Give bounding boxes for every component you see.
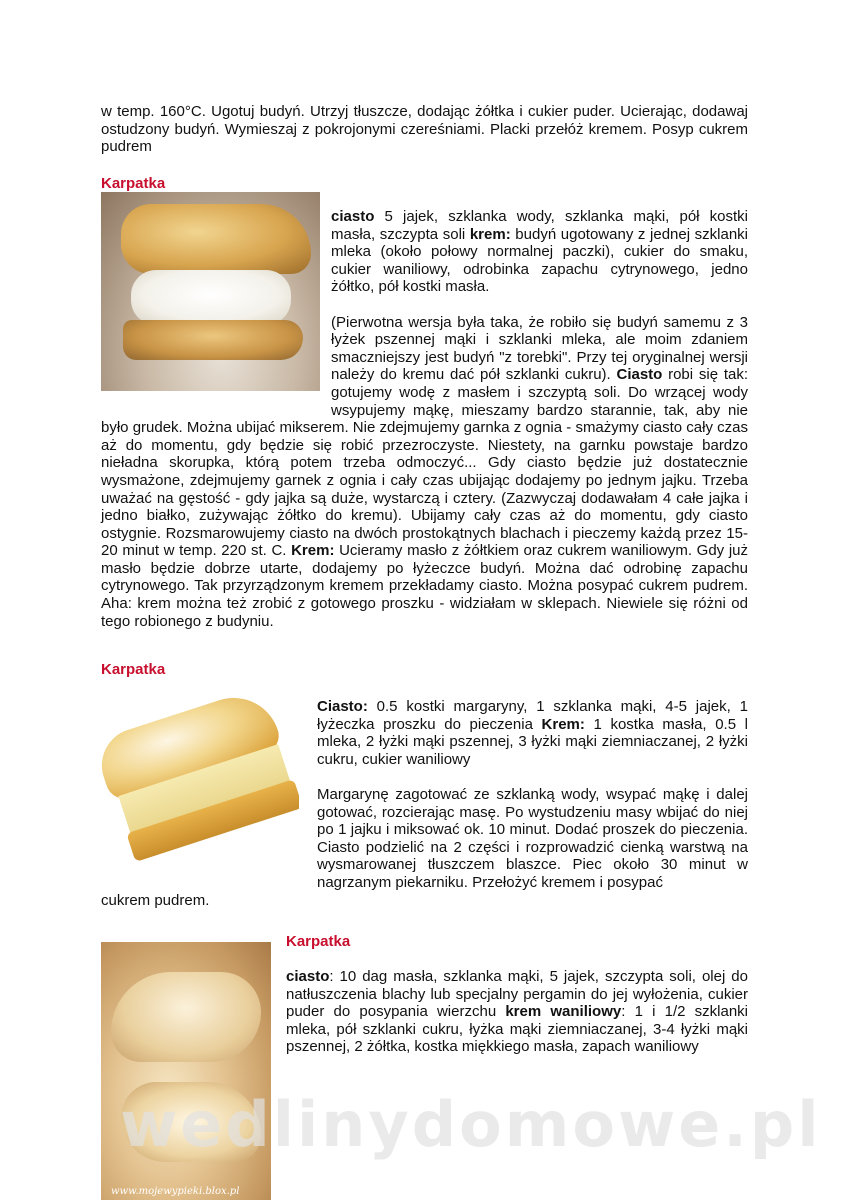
- recipe1-text: [101, 208, 748, 630]
- recipe2-ingredients: Ciasto: 0.5 kostki margaryny, 1 szklanka mąki, 4-5 jajek, 1 łyżeczka proszku do pieczenia Krem: 1 kostka masła, 0.5 l mleka, 2 łyżki mąki pszennej, 3 łyżki mąki ziemniaczanej, 2 łyżki cukru, cukier waniliowy: [317, 698, 748, 768]
- recipe2-method-tail: cukrem pudrem.: [101, 891, 210, 909]
- recipe1-title: Karpatka: [101, 175, 166, 192]
- photo-credit: www.mojewypieki.blox.pl: [111, 1186, 240, 1197]
- recipe2-text: [101, 698, 748, 909]
- recipe3-photo: [101, 942, 271, 1200]
- recipe3-ingredients: ciasto: 10 dag masła, szklanka mąki, 5 jajek, szczypta soli, olej do natłuszczenia blachy lub specjalny pergamin do jej wyłożenia, cukier puder do posypania wierzchu krem waniliowy: 1 i 1/2 szklanki mleka, pół szklanki cukru, łyżka mąki ziemniaczanej, 3-4 łyżki mąki pszennej, 2 żółtka, kostka miękkiego masła, zapach waniliowy: [286, 968, 748, 1056]
- site-watermark: wedlinydomowe.pl: [120, 1088, 822, 1161]
- intro-paragraph: w temp. 160°C. Ugotuj budyń. Utrzyj tłuszcze, dodając żółtka i cukier puder. Ucierając, dodawaj ostudzony budyń. Wymieszaj z pokrojonymi czereśniami. Placki przełóż kremem. Posyp cukrem pudrem: [101, 103, 748, 156]
- recipe2-method: Margarynę zagotować ze szklanką wody, wsypać mąkę i dalej gotować, rozcierając masę. Po wystudzeniu masy wbijać do niej po 1 jajku i miksować ok. 10 minut. Dodać proszek do pieczenia. Ciasto podzielić na 2 części i rozprowadzić cienką warstwą na wysmarowanej tłuszczem blaszce. Piec około 30 minut w nagrzanym piekarniku. Przełożyć kremem i posypać: [317, 785, 748, 891]
- pastry-fold-top: [111, 972, 261, 1062]
- recipe2-title: Karpatka: [101, 661, 166, 678]
- recipe3-title: Karpatka: [286, 933, 351, 950]
- recipe1-ingredients: ciasto 5 jajek, szklanka wody, szklanka mąki, pół kostki masła, szczypta soli krem: budyń ugotowany z jednej szklanki mleka (około połowy normalnej paczki), cukier do smaku, cukier waniliowy, odrobinka zapachu cytrynowego, jedno żółtko, pół kostki masła.: [331, 208, 748, 296]
- recipe1-method: (Pierwotna wersja była taka, że robiło się budyń samemu z 3 łyżek pszennej mąki i szklanki mleka, ale moim zdaniem smaczniejszy jest budyń "z torebki". Przy tej oryginalnej wersji należy do kremu dać pół szklanki cukru). Ciasto robi się tak: gotujemy wodę z masłem i szczyptą soli. Do wrzącej wody wsypujemy mąkę, mieszamy bardzo starannie, tak, aby nie było grudek. Można ubijać mikserem. Nie zdejmujemy garnka z ognia - smażymy ciasto cały czas aż do momentu, gdy będzie się robić przezroczyste. Niestety, na garnku powstaje bardzo nieładna skorupka, którą potem trzeba odmoczyć... Gdy ciasto będzie już dostatecznie wysmażone, zdejmujemy garnek z ognia i cały czas ubijając dodajemy po jednym jajku. Trzeba uważać na gęstość - gdy jajka są duże, wystarczą i cztery. (Zazwyczaj dodawałam 4 całe jajka i jedno białko, zużywając żółtko do kremu). Ubijamy cały czas aż do momentu, gdy ciasto ostygnie. Rozsmarowujemy ciasto na dwóch prostokątnych blachach i pieczemy każdą przez 15-20 minut w temp. 220 st. C. Krem: Ucieramy masło z żółtkiem oraz cukrem waniliowym. Gdy już masło będzie dobrze utarte, dodajemy po łyżeczce budyń. Można dać odrobinę zapachu cytrynowego. Tak przyrządzonym kremem przekładamy ciasto. Można posypać cukrem pudrem. Aha: krem można też zrobić z gotowego proszku - widziałam w sklepach. Niewiele się różni od tego robionego z budyniu.: [101, 313, 749, 630]
